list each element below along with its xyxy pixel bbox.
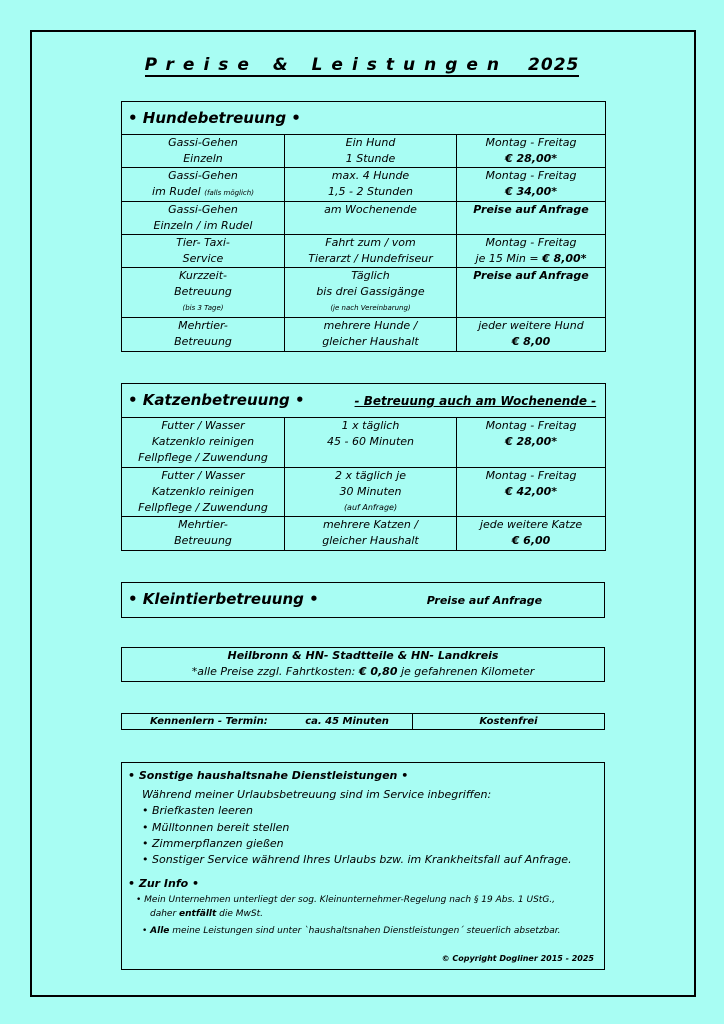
info-heading: • Zur Info • xyxy=(128,877,200,890)
dog-row2-service: Gassi-Gehen im Rudel (falls möglich) xyxy=(122,168,285,202)
area-box xyxy=(121,647,605,682)
meeting-table xyxy=(121,713,605,730)
other-item-3: • Zimmerpflanzen gießen xyxy=(142,837,284,850)
cat-row3-detail: mehrere Katzen / gleicher Haushalt xyxy=(285,517,457,551)
cat-row3-service: Mehrtier- Betreuung xyxy=(122,517,285,551)
dog-row6-detail: mehrere Hunde / gleicher Haushalt xyxy=(285,318,457,352)
info-line-2: • Alle meine Leistungen sind unter `haushaltsnahen Dienstleistungen´ steuerlich absetzbar. xyxy=(142,926,561,936)
dog-row3-service: Gassi-Gehen Einzeln / im Rudel xyxy=(122,202,285,235)
dog-row5-detail: Täglich bis drei Gassigänge (je nach Vereinbarung) xyxy=(285,268,457,318)
small-animal-heading: • Kleintierbetreuung • Preise auf Anfrage xyxy=(122,583,605,618)
dog-row1-service: Gassi-Gehen Einzeln xyxy=(122,135,285,168)
dog-row2-price: Montag - Freitag € 34,00* xyxy=(457,168,606,202)
other-services-intro: Während meiner Urlaubsbetreuung sind im Service inbegriffen: xyxy=(142,788,492,801)
info-line-1: • Mein Unternehmen unterliegt der sog. Kleinunternehmer-Regelung nach § 19 Abs. 1 UStG., xyxy=(136,895,556,905)
dog-row5-service: Kurzzeit- Betreuung (bis 3 Tage) xyxy=(122,268,285,318)
meeting-label: Kennenlern - Termin: xyxy=(150,716,268,727)
dog-row1-detail: Ein Hund 1 Stunde xyxy=(285,135,457,168)
cat-row1-price: Montag - Freitag € 28,00* xyxy=(457,418,606,468)
other-item-2: • Mülltonnen bereit stellen xyxy=(142,821,290,834)
dog-row4-detail: Fahrt zum / vom Tierarzt / Hundefriseur xyxy=(285,235,457,268)
dog-row4-service: Tier- Taxi- Service xyxy=(122,235,285,268)
dog-row6-price: jeder weitere Hund € 8,00 xyxy=(457,318,606,352)
dog-row3-detail: am Wochenende xyxy=(285,202,457,235)
dog-row4-price: Montag - Freitag je 15 Min = € 8,00* xyxy=(457,235,606,268)
cat-row3-price: jede weitere Katze € 6,00 xyxy=(457,517,606,551)
cat-care-heading: • Katzenbetreuung • - Betreuung auch am Wochenende - xyxy=(122,384,606,418)
small-animal-box xyxy=(121,582,605,618)
area-line: Heilbronn & HN- Stadtteile & HN- Landkreis xyxy=(227,649,499,662)
dog-row6-service: Mehrtier- Betreuung xyxy=(122,318,285,352)
title-year: 2025 xyxy=(528,55,580,75)
cat-weekend-note: - Betreuung auch am Wochenende - xyxy=(354,394,597,408)
dog-row3-price: Preise auf Anfrage xyxy=(457,202,606,235)
copyright: © Copyright Dogliner 2015 - 2025 xyxy=(441,954,594,963)
dog-row5-price: Preise auf Anfrage xyxy=(457,268,606,318)
other-services-box xyxy=(121,762,605,970)
travel-cost-line: *alle Preise zzgl. Fahrtkosten: € 0,80 je gefahrenen Kilometer xyxy=(191,665,535,678)
cat-row2-service: Futter / Wasser Katzenklo reinigen Fellpflege / Zuwendung xyxy=(122,468,285,517)
other-services-heading: • Sonstige haushaltsnahe Dienstleistungen • xyxy=(128,769,409,782)
dog-care-table xyxy=(121,101,606,352)
cat-row1-detail: 1 x täglich 45 - 60 Minuten xyxy=(285,418,457,468)
small-animal-note: Preise auf Anfrage xyxy=(426,594,543,607)
dog-care-heading: • Hundebetreuung • xyxy=(122,102,606,135)
other-item-4: • Sonstiger Service während Ihres Urlaubs bzw. im Krankheitsfall auf Anfrage. xyxy=(142,853,572,866)
dog-row1-price: Montag - Freitag € 28,00* xyxy=(457,135,606,168)
dog-row2-detail: max. 4 Hunde 1,5 - 2 Stunden xyxy=(285,168,457,202)
info-line-1b: daher entfällt die MwSt. xyxy=(150,909,264,919)
page-title xyxy=(0,55,724,75)
title-text: Preise & Leistungen xyxy=(144,55,509,75)
cat-row2-detail: 2 x täglich je 30 Minuten (auf Anfrage) xyxy=(285,468,457,517)
cat-care-table xyxy=(121,383,606,551)
cat-row1-service: Futter / Wasser Katzenklo reinigen Fellpflege / Zuwendung xyxy=(122,418,285,468)
meeting-price: Kostenfrei xyxy=(413,714,605,730)
meeting-duration: ca. 45 Minuten xyxy=(305,716,389,727)
other-item-1: • Briefkasten leeren xyxy=(142,804,253,817)
meeting-label-cell xyxy=(122,714,413,730)
cat-row2-price: Montag - Freitag € 42,00* xyxy=(457,468,606,517)
